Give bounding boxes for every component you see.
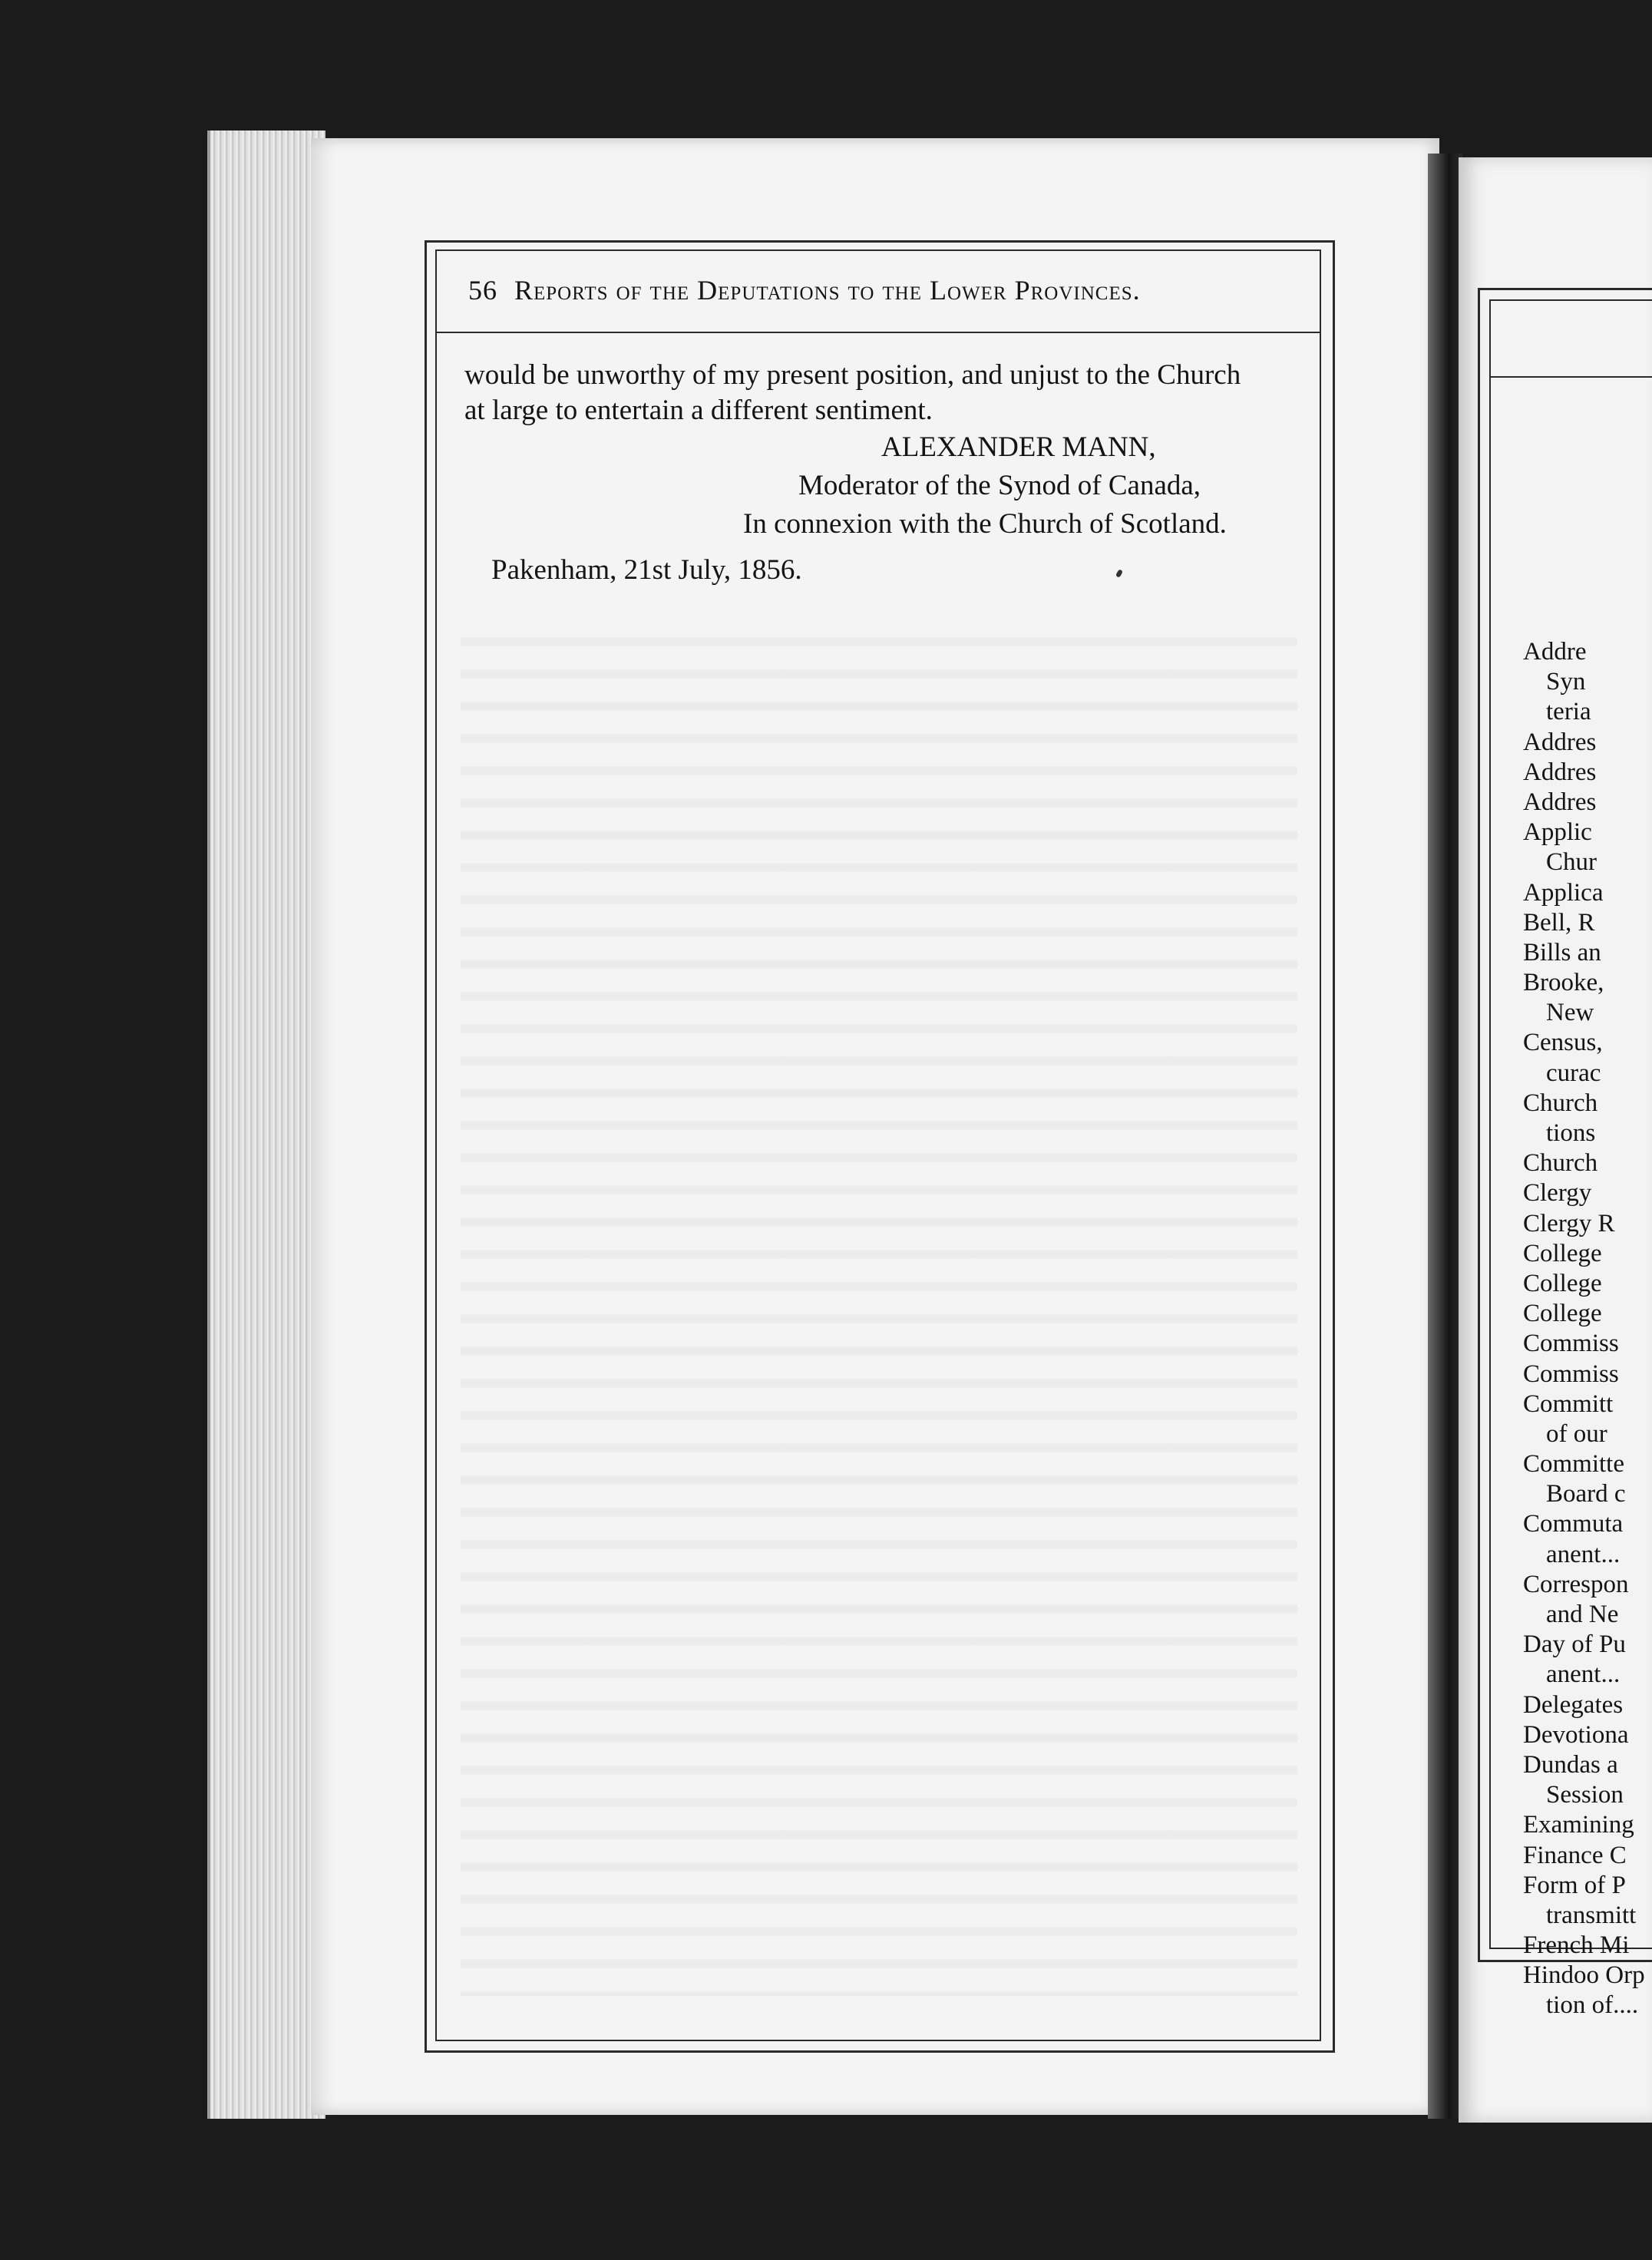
running-head-title: Reports of the Deputations to the Lower Provinces. [514,275,1141,306]
facing-page-index [1523,637,1652,2021]
body-text [464,358,1301,428]
place-and-date: Pakenham, 21st July, 1856. [491,554,802,586]
index-entry: tions [1546,1119,1596,1147]
index-entry: Dundas a [1523,1750,1618,1779]
index-entry: College [1523,1269,1602,1297]
index-entry: Syn [1546,668,1586,696]
index-entry: Applic [1523,818,1592,847]
signature-title-line2: In connexion with the Church of Scotland. [743,508,1227,540]
index-entry: teria [1546,698,1591,726]
index-entry: Addres [1523,728,1597,756]
index-entry: Addres [1523,788,1597,816]
signature-title-line1: Moderator of the Synod of Canada, [798,470,1201,501]
index-entry: Bills an [1523,938,1601,966]
book-page-edges [207,131,325,2119]
index-entry: Finance C [1523,1841,1627,1869]
index-entry: Form of P [1523,1871,1626,1899]
index-entry: and Ne [1546,1601,1619,1628]
index-entry: Commiss [1523,1360,1619,1388]
header-rule [435,332,1321,333]
index-entry: Delegates [1523,1690,1624,1719]
index-entry: Clergy [1523,1179,1592,1208]
running-header [468,274,1297,306]
index-entry: Brooke, [1523,969,1604,997]
index-entry: anent... [1546,1660,1621,1689]
index-entry: French Mi [1523,1931,1630,1960]
index-entry: Commuta [1523,1510,1624,1538]
body-line: at large to entertain a different sentiment. [464,395,933,426]
index-entry: transmitt [1546,1901,1637,1929]
body-line: would be unworthy of my present position, and unjust to the Church [464,359,1241,391]
index-entry: Clergy R [1523,1209,1615,1237]
index-entry: New [1546,999,1594,1027]
index-entry: Committe [1523,1450,1624,1479]
index-entry: Correspon [1523,1570,1629,1598]
index-entry: Addres [1523,758,1597,786]
index-entry: Devotiona [1523,1720,1629,1749]
index-entry: Day of Pu [1523,1631,1626,1659]
index-entry: College [1523,1239,1602,1267]
index-entry: Commiss [1523,1330,1619,1358]
index-entry: Addre [1523,638,1587,666]
index-entry: Examining [1523,1811,1634,1839]
book-gutter [1428,154,1462,2119]
index-entry: of our [1546,1419,1607,1448]
index-entry: Board c [1546,1480,1626,1508]
page-number: 56 [468,275,497,306]
index-entry: Session [1546,1781,1624,1809]
signature-name: ALEXANDER MANN, [881,431,1156,463]
facing-page-header-rule [1489,376,1652,378]
index-entry: Chur [1546,848,1597,877]
index-entry: Committ [1523,1389,1614,1418]
index-entry: College [1523,1300,1602,1328]
index-entry: Applica [1523,878,1604,907]
index-entry: Church [1523,1089,1598,1117]
index-entry: Bell, R [1523,908,1595,937]
index-entry: tion of.... [1546,1991,1639,2020]
index-entry: anent... [1546,1540,1621,1568]
index-entry: Hindoo Orp [1523,1961,1645,1990]
index-entry: curac [1546,1059,1601,1087]
index-entry: Church [1523,1149,1598,1178]
index-entry: Census, [1523,1029,1603,1057]
